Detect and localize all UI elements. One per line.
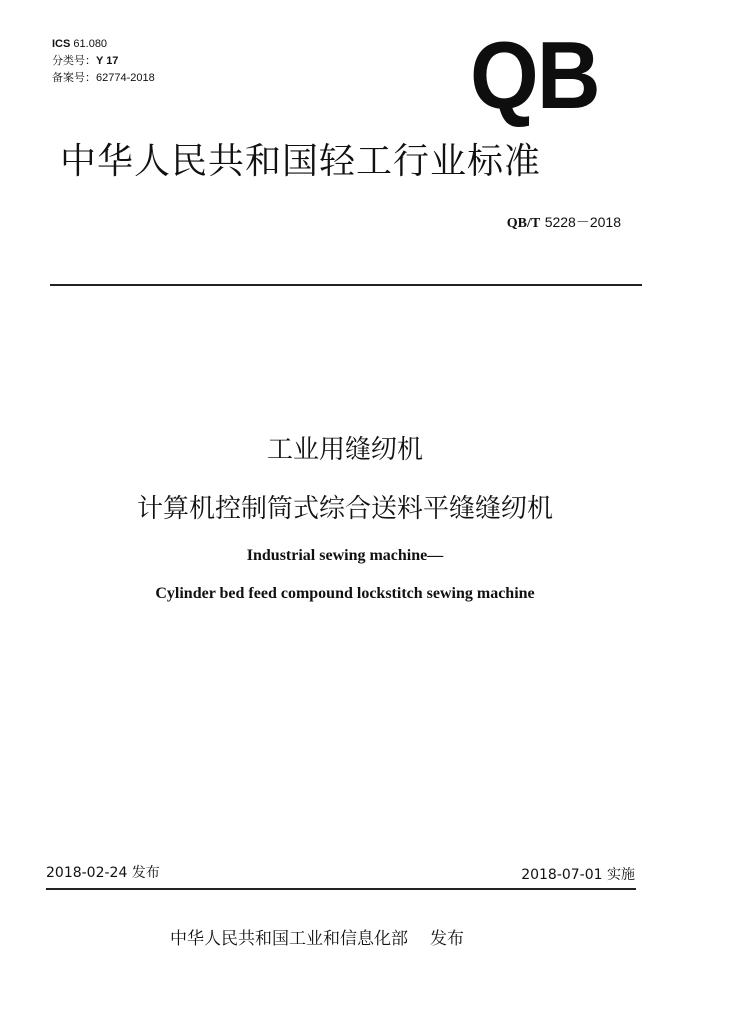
category-value: Y 17 bbox=[96, 55, 119, 67]
standard-code-prefix: QB/T bbox=[506, 216, 541, 231]
english-title-line-2: Cylinder bed feed compound lockstitch sewing machine bbox=[155, 585, 535, 602]
standard-code bbox=[507, 212, 621, 232]
publisher-verb: 发布 bbox=[430, 929, 464, 949]
top-divider bbox=[50, 284, 642, 286]
record-row bbox=[52, 70, 155, 87]
english-title-line-1: Industrial sewing machine— bbox=[246, 547, 444, 564]
standard-title: 中华人民共和国轻工行业标准 bbox=[60, 141, 542, 182]
standard-code-number: 5228－2018 bbox=[544, 214, 621, 230]
chinese-title-line-2: 计算机控制筒式综合送料平缝缝纫机 bbox=[136, 494, 553, 524]
ics-row bbox=[52, 36, 155, 53]
ics-value: 61.080 bbox=[73, 38, 108, 50]
bottom-divider bbox=[46, 888, 636, 890]
record-value: 62774-2018 bbox=[96, 72, 155, 84]
publisher-line bbox=[170, 924, 464, 949]
qb-logo: QB bbox=[470, 22, 599, 129]
ics-label: ICS bbox=[52, 38, 71, 50]
issue-date: 2018-02-24 发布 bbox=[46, 865, 160, 881]
implementation-date: 2018-07-01 实施 bbox=[521, 867, 635, 883]
publisher-name: 中华人民共和国工业和信息化部 bbox=[170, 929, 408, 949]
category-label: 分类号： bbox=[52, 55, 96, 67]
category-row bbox=[52, 53, 155, 70]
chinese-title-line-1: 工业用缝纫机 bbox=[266, 435, 423, 465]
metadata-block bbox=[52, 36, 155, 87]
record-label: 备案号： bbox=[52, 72, 96, 84]
